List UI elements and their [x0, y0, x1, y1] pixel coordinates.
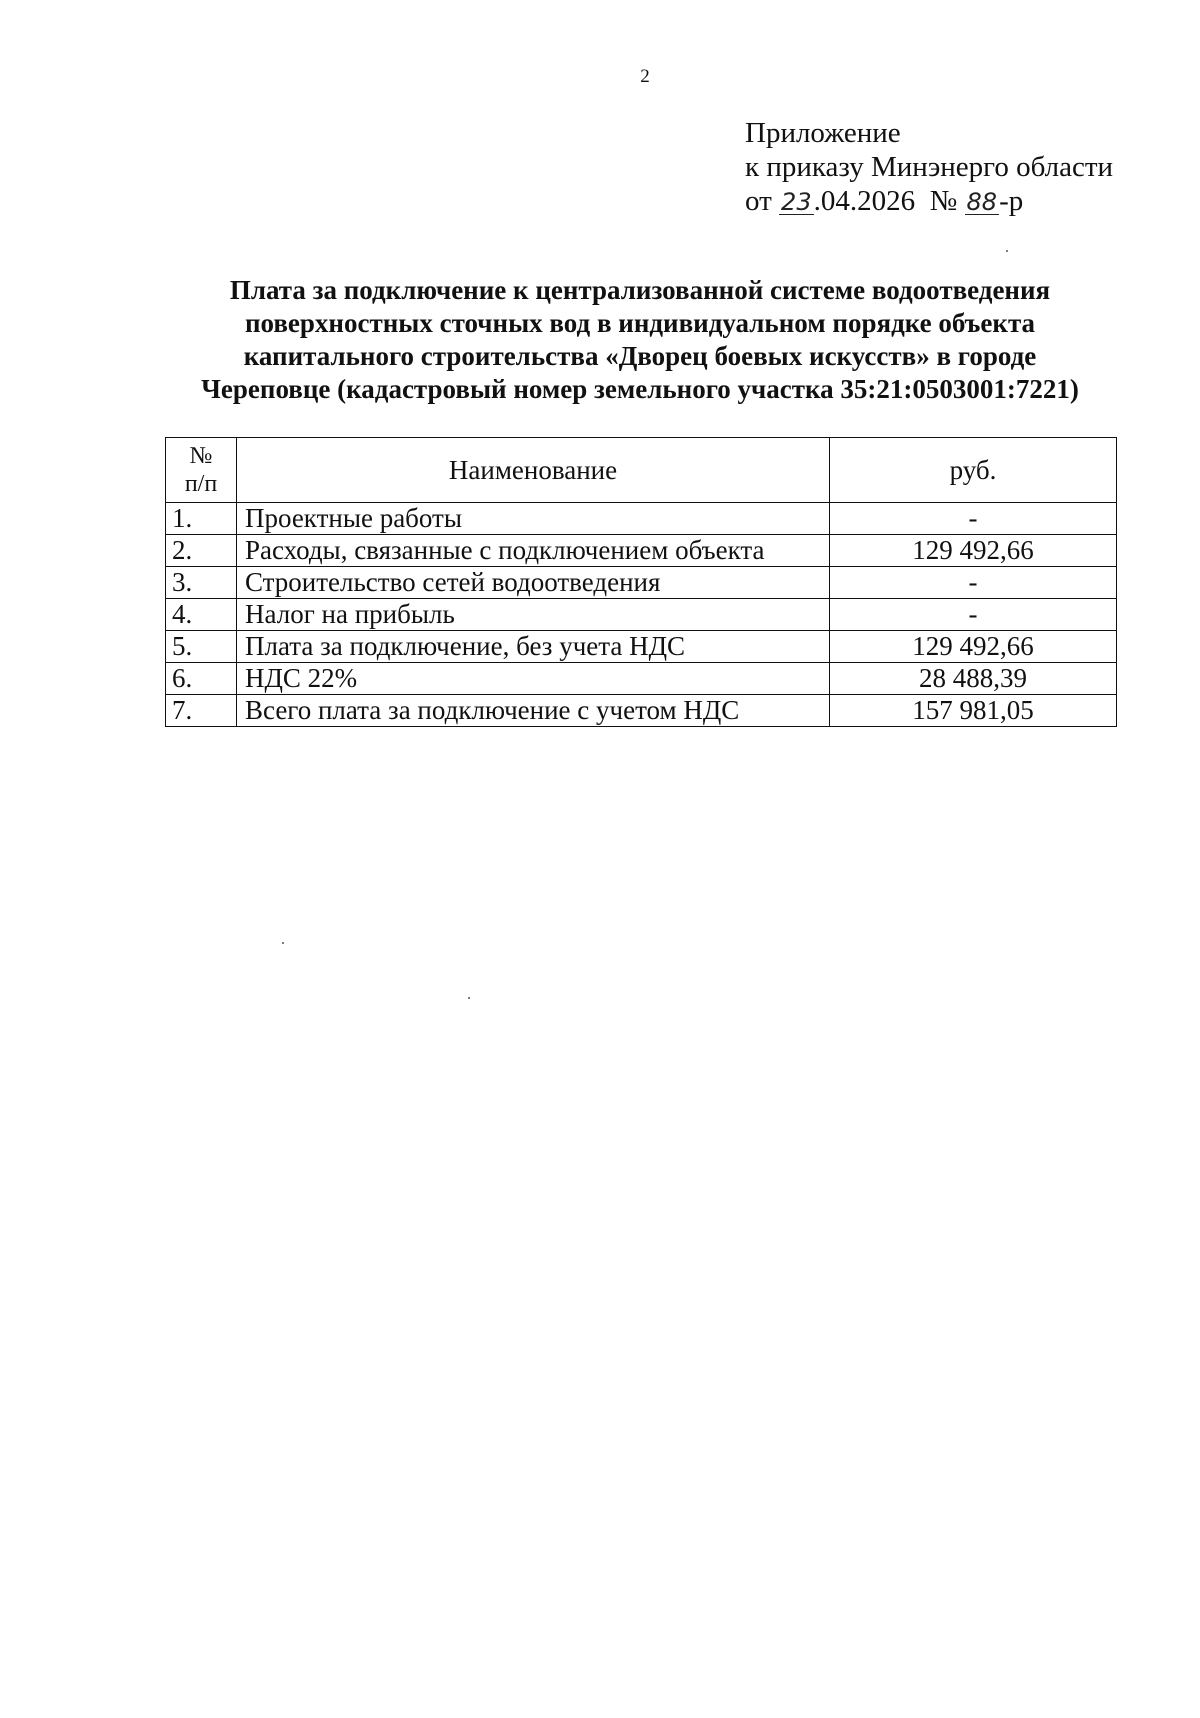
appendix-label: Приложение — [745, 117, 901, 149]
scan-speck — [468, 997, 470, 999]
table-row — [166, 599, 1117, 631]
row-name: Строительство сетей водоотведения — [237, 567, 830, 599]
row-number: 6. — [166, 663, 237, 695]
document-title — [160, 274, 1120, 406]
table-row — [166, 663, 1117, 695]
row-amount: - — [830, 567, 1117, 599]
row-number: 4. — [166, 599, 237, 631]
header-number — [166, 438, 237, 503]
row-amount: - — [830, 503, 1117, 535]
row-number: 7. — [166, 695, 237, 727]
scan-speck — [1006, 250, 1008, 252]
header-number-abbrev: п/п — [184, 471, 218, 497]
scan-speck — [282, 942, 284, 944]
row-name: Плата за подключение, без учета НДС — [237, 631, 830, 663]
header-number-sign: № — [189, 443, 213, 469]
title-line: Череповце (кадастровый номер земельного участка 35:21:0503001:7221) — [201, 374, 1079, 404]
row-amount: 157 981,05 — [830, 695, 1117, 727]
row-name: Всего плата за подключение с учетом НДС — [237, 695, 830, 727]
table-row — [166, 503, 1117, 535]
row-name: Расходы, связанные с подключением объекта — [237, 535, 830, 567]
appendix-order-reference: к приказу Минэнерго области — [745, 151, 1114, 183]
row-amount: - — [830, 599, 1117, 631]
table-row — [166, 695, 1117, 727]
table-row — [166, 631, 1117, 663]
handwritten-day: 23 — [781, 188, 812, 216]
table-header-row — [166, 438, 1117, 503]
row-number: 2. — [166, 535, 237, 567]
date-prefix: от — [745, 185, 772, 217]
row-amount: 129 492,66 — [830, 535, 1117, 567]
row-name: Налог на прибыль — [237, 599, 830, 631]
order-suffix: -р — [999, 185, 1024, 217]
row-amount: 28 488,39 — [830, 663, 1117, 695]
row-number: 3. — [166, 567, 237, 599]
row-name: НДС 22% — [237, 663, 830, 695]
table-row — [166, 535, 1117, 567]
fee-table — [165, 437, 1117, 727]
page-number: 2 — [640, 66, 650, 87]
appendix-block — [745, 116, 1113, 218]
title-line: капитального строительства «Дворец боевых искусств» в городе — [243, 341, 1037, 371]
row-name: Проектные работы — [237, 503, 830, 535]
title-line: Плата за подключение к централизованной системе водоотведения — [229, 275, 1051, 305]
row-amount: 129 492,66 — [830, 631, 1117, 663]
number-sign: № — [929, 185, 958, 217]
row-number: 5. — [166, 631, 237, 663]
handwritten-order-number: 88 — [966, 188, 998, 216]
appendix-date-line — [745, 184, 1113, 218]
header-amount: руб. — [830, 438, 1117, 503]
table-row — [166, 567, 1117, 599]
row-number: 1. — [166, 503, 237, 535]
title-line: поверхностных сточных вод в индивидуальном порядке объекта — [244, 308, 1036, 338]
header-name: Наименование — [237, 438, 830, 503]
date-month-year: .04.2026 — [813, 185, 916, 217]
